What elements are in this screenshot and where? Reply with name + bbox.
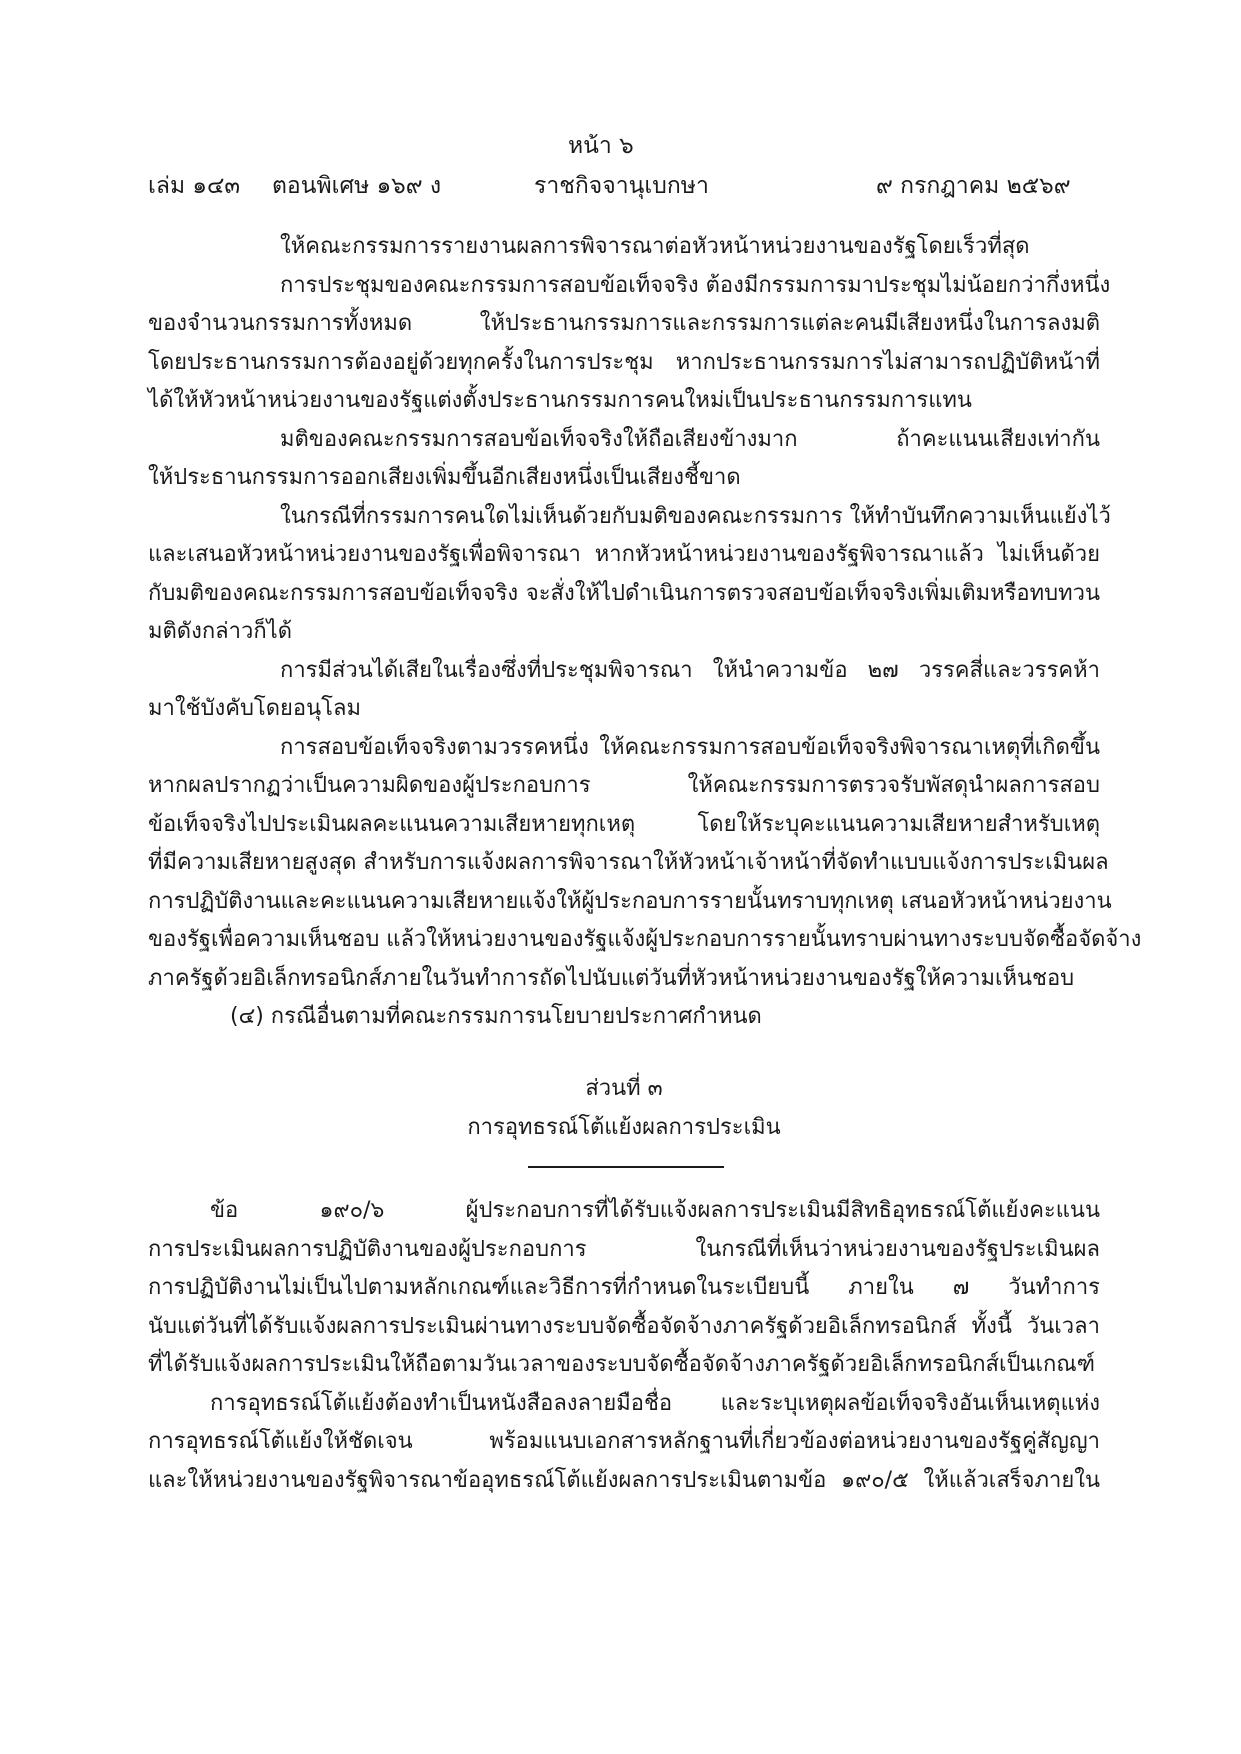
section-heading — [148, 1070, 1100, 1147]
text-line: มติดังกล่าวก็ได้ — [148, 619, 292, 644]
text-line: การประเมินผลการปฏิบัติงานของผู้ประกอบการ ในกรณีที่เห็นว่าหน่วยงานของรัฐประเมินผล — [148, 1236, 1100, 1262]
issue-number: ตอนพิเศษ ๑๖๙ ง — [272, 173, 442, 199]
publication-name: ราชกิจจานุเบกษา — [534, 173, 709, 199]
text-line: การปฏิบัติงานและคะแนนความเสียหายแจ้งให้ผู้ประกอบการรายนั้นทราบทุกเหตุ เสนอหัวหน้าหน่วยงาน — [148, 888, 1112, 914]
text-line: มติของคณะกรรมการสอบข้อเท็จจริงให้ถือเสียงข้างมาก ถ้าคะแนนเสียงเท่ากัน — [280, 426, 1100, 452]
section-title: การอุทธรณ์โต้แย้งผลการประเมิน — [467, 1114, 781, 1140]
text-line: ได้ให้หัวหน้าหน่วยงานของรัฐแต่งตั้งประธานกรรมการคนใหม่เป็นประธานกรรมการแทน — [148, 388, 972, 413]
section-divider — [528, 1166, 724, 1168]
text-line: มาใช้บังคับโดยอนุโลม — [148, 696, 361, 721]
text-line: (๔) กรณีอื่นตามที่คณะกรรมการนโยบายประกาศกำหนด — [230, 1004, 762, 1029]
text-line: ของรัฐเพื่อความเห็นชอบ แล้วให้หน่วยงานของรัฐแจ้งผู้ประกอบการรายนั้นทราบผ่านทางระบบจัดซื้อจัดจ้าง — [148, 927, 1142, 952]
publication-date: ๙ กรกฎาคม ๒๕๖๙ — [876, 173, 1071, 199]
text-line: และให้หน่วยงานของรัฐพิจารณาข้ออุทธรณ์โต้แย้งผลการประเมินตามข้อ ๑๙๐/๕ ให้แล้วเสร็จภายใน — [148, 1467, 1100, 1493]
text-line: การอุทธรณ์โต้แย้งให้ชัดเจน พร้อมแนบเอกสารหลักฐานที่เกี่ยวข้องต่อหน่วยงานของรัฐคู่สัญญา — [148, 1429, 1100, 1454]
text-line: และเสนอหัวหน้าหน่วยงานของรัฐเพื่อพิจารณา หากหัวหน้าหน่วยงานของรัฐพิจารณาแล้ว ไม่เห็นด้วย — [148, 542, 1100, 567]
text-line: ข้อเท็จจริงไปประเมินผลคะแนนความเสียหายทุกเหตุ โดยให้ระบุคะแนนความเสียหายสำหรับเหตุ — [148, 811, 1100, 837]
text-line: กับมติของคณะกรรมการสอบข้อเท็จจริง จะสั่งให้ไปดำเนินการตรวจสอบข้อเท็จจริงเพิ่มเติมหรือทบทวน — [148, 580, 1100, 606]
text-line: ให้ประธานกรรมการออกเสียงเพิ่มขึ้นอีกเสียงหนึ่งเป็นเสียงชี้ขาด — [148, 465, 741, 490]
text-line: โดยประธานกรรมการต้องอยู่ด้วยทุกครั้งในการประชุม หากประธานกรรมการไม่สามารถปฏิบัติหน้าที่ — [148, 349, 1100, 375]
text-line: หากผลปรากฏว่าเป็นความผิดของผู้ประกอบการ ให้คณะกรรมการตรวจรับพัสดุนำผลการสอบ — [148, 773, 1100, 798]
text-line: ที่ได้รับแจ้งผลการประเมินให้ถือตามวันเวลาของระบบจัดซื้อจัดจ้างภาครัฐด้วยอิเล็กทรอนิกส์เป็นเกณฑ์ — [148, 1352, 1095, 1377]
text-line: ที่มีความเสียหายสูงสุด สำหรับการแจ้งผลการพิจารณาให้หัวหน้าเจ้าหน้าที่จัดทำแบบแจ้งการประเมินผล — [148, 850, 1109, 875]
paragraph-block-1 — [148, 228, 1142, 1037]
text-line: การอุทธรณ์โต้แย้งต้องทำเป็นหนังสือลงลายมือชื่อ และระบุเหตุผลข้อเท็จจริงอันเห็นเหตุแห่ง — [210, 1390, 1100, 1416]
section-number: ส่วนที่ ๓ — [585, 1076, 663, 1101]
text-line: การประชุมของคณะกรรมการสอบข้อเท็จจริง ต้องมีกรรมการมาประชุมไม่น้อยกว่ากึ่งหนึ่ง — [280, 272, 1111, 298]
text-line: ของจำนวนกรรมการทั้งหมด ให้ประธานกรรมการและกรรมการแต่ละคนมีเสียงหนึ่งในการลงมติ — [148, 311, 1100, 336]
paragraph-block-2 — [148, 1192, 1100, 1500]
text-line: การปฏิบัติงานไม่เป็นไปตามหลักเกณฑ์และวิธีการที่กำหนดในระเบียบนี้ ภายใน ๗ วันทำการ — [148, 1275, 1100, 1300]
text-line: ข้อ ๑๙๐/๖ ผู้ประกอบการที่ได้รับแจ้งผลการประเมินมีสิทธิอุทธรณ์โต้แย้งคะแนน — [210, 1198, 1100, 1223]
text-line: นับแต่วันที่ได้รับแจ้งผลการประเมินผ่านทางระบบจัดซื้อจัดจ้างภาครัฐด้วยอิเล็กทรอนิกส์ ทั้งนี้ วันเวลา — [148, 1313, 1100, 1339]
text-line: การมีส่วนได้เสียในเรื่องซึ่งที่ประชุมพิจารณา ให้นำความข้อ ๒๗ วรรคสี่และวรรคห้า — [280, 657, 1100, 683]
text-line: ภาครัฐด้วยอิเล็กทรอนิกส์ภายในวันทำการถัดไปนับแต่วันที่หัวหน้าหน่วยงานของรัฐให้ความเห็นชอบ — [148, 965, 1075, 991]
volume-number: เล่ม ๑๔๓ — [148, 173, 241, 199]
text-line: การสอบข้อเท็จจริงตามวรรคหนึ่ง ให้คณะกรรมการสอบข้อเท็จจริงพิจารณาเหตุที่เกิดขึ้น — [280, 734, 1100, 760]
text-line: ในกรณีที่กรรมการคนใดไม่เห็นด้วยกับมติของคณะกรรมการ ให้ทำบันทึกความเห็นแย้งไว้ — [280, 503, 1111, 529]
page-number: หน้า ๖ — [568, 133, 634, 159]
text-line: ให้คณะกรรมการรายงานผลการพิจารณาต่อหัวหน้าหน่วยงานของรัฐโดยเร็วที่สุด — [280, 234, 1030, 259]
